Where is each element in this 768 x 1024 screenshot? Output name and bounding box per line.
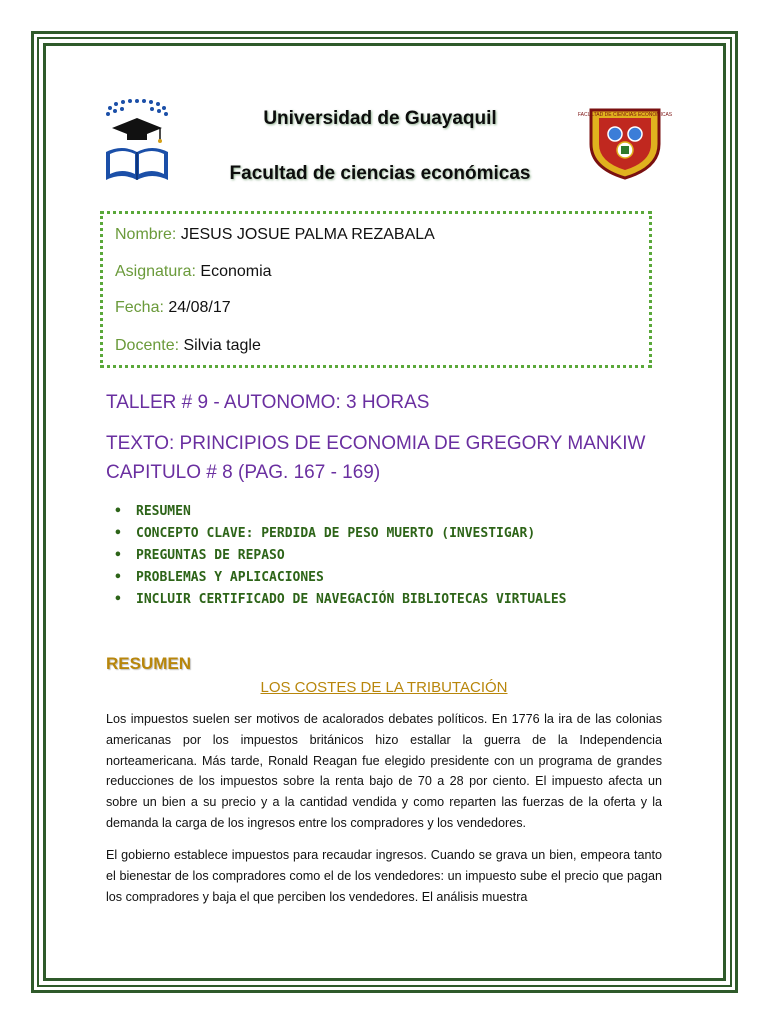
resumen-paragraph-2: El gobierno establece impuestos para recaudar ingresos. Cuando se grava un bien, empeora tanto el bienestar de los compradores como el de los vendedores: un impuesto sube el precio que pagan los compradores y baja el que perciben los vendedores. El análisis muestra bbox=[106, 848, 662, 904]
teacher-label: Docente: bbox=[115, 337, 180, 354]
list-item bbox=[114, 589, 674, 611]
resumen-paragraph-1: Los impuestos suelen ser motivos de acalorados debates políticos. En 1776 la ira de las colonias americanas por los impuestos británicos hizo estallar la guerra de la Independencia norteamericana. Más tarde, Ronald Reagan fue elegido presidente con un programa de grandes reducciones de los impuestos sobre la renta bajo de 70 a 28 por ciento. El impuesto afecta un sobre un bien a su precio y a la cantidad vendida y como reparten las fuerzas de la oferta y la demanda la carga de los ingresos entre los compradores y los vendedores. bbox=[106, 712, 662, 830]
list-item bbox=[114, 523, 674, 545]
subject-row bbox=[115, 263, 272, 281]
resumen-heading: RESUMEN bbox=[106, 654, 192, 673]
faculty-title: Facultad de ciencias económicas bbox=[229, 163, 531, 184]
bullet-icon: • bbox=[114, 592, 122, 607]
date-row bbox=[115, 299, 231, 317]
subject-label: Asignatura: bbox=[115, 263, 196, 280]
university-book-cap-logo-icon bbox=[100, 96, 174, 186]
task-text: PREGUNTAS DE REPASO bbox=[136, 548, 285, 563]
name-row bbox=[115, 226, 435, 244]
teacher-value: Silvia tagle bbox=[183, 337, 261, 354]
faculty-shield-seal-icon bbox=[577, 106, 673, 180]
bullet-icon: • bbox=[114, 526, 122, 541]
capitulo-heading: CAPITULO # 8 (PAG. 167 - 169) bbox=[106, 462, 381, 483]
university-title: Universidad de Guayaquil bbox=[263, 108, 497, 129]
list-item bbox=[114, 501, 674, 523]
task-text: CONCEPTO CLAVE: PERDIDA DE PESO MUERTO (INVESTIGAR) bbox=[136, 526, 536, 541]
task-text: INCLUIR CERTIFICADO DE NAVEGACIÓN BIBLIOTECAS VIRTUALES bbox=[136, 592, 567, 607]
texto-heading: TEXTO: PRINCIPIOS DE ECONOMIA DE GREGORY MANKIW bbox=[106, 433, 646, 454]
bullet-icon: • bbox=[114, 504, 122, 519]
bullet-icon: • bbox=[114, 548, 122, 563]
name-label: Nombre: bbox=[115, 226, 177, 243]
seal-text: FACULTAD DE CIENCIAS ECONOMICAS bbox=[577, 112, 673, 118]
task-list bbox=[114, 501, 674, 611]
task-text: RESUMEN bbox=[136, 504, 191, 519]
list-item bbox=[114, 545, 674, 567]
date-label: Fecha: bbox=[115, 299, 164, 316]
taller-heading: TALLER # 9 - AUTONOMO: 3 HORAS bbox=[106, 392, 430, 413]
bullet-icon: • bbox=[114, 570, 122, 585]
student-info-box bbox=[100, 211, 652, 368]
teacher-row bbox=[115, 337, 261, 355]
costes-subheading: LOS COSTES DE LA TRIBUTACIÓN bbox=[260, 679, 508, 696]
subject-value: Economia bbox=[200, 263, 272, 280]
date-value: 24/08/17 bbox=[168, 299, 231, 316]
name-value: JESUS JOSUE PALMA REZABALA bbox=[180, 226, 435, 243]
list-item bbox=[114, 567, 674, 589]
task-text: PROBLEMAS Y APLICACIONES bbox=[136, 570, 324, 585]
